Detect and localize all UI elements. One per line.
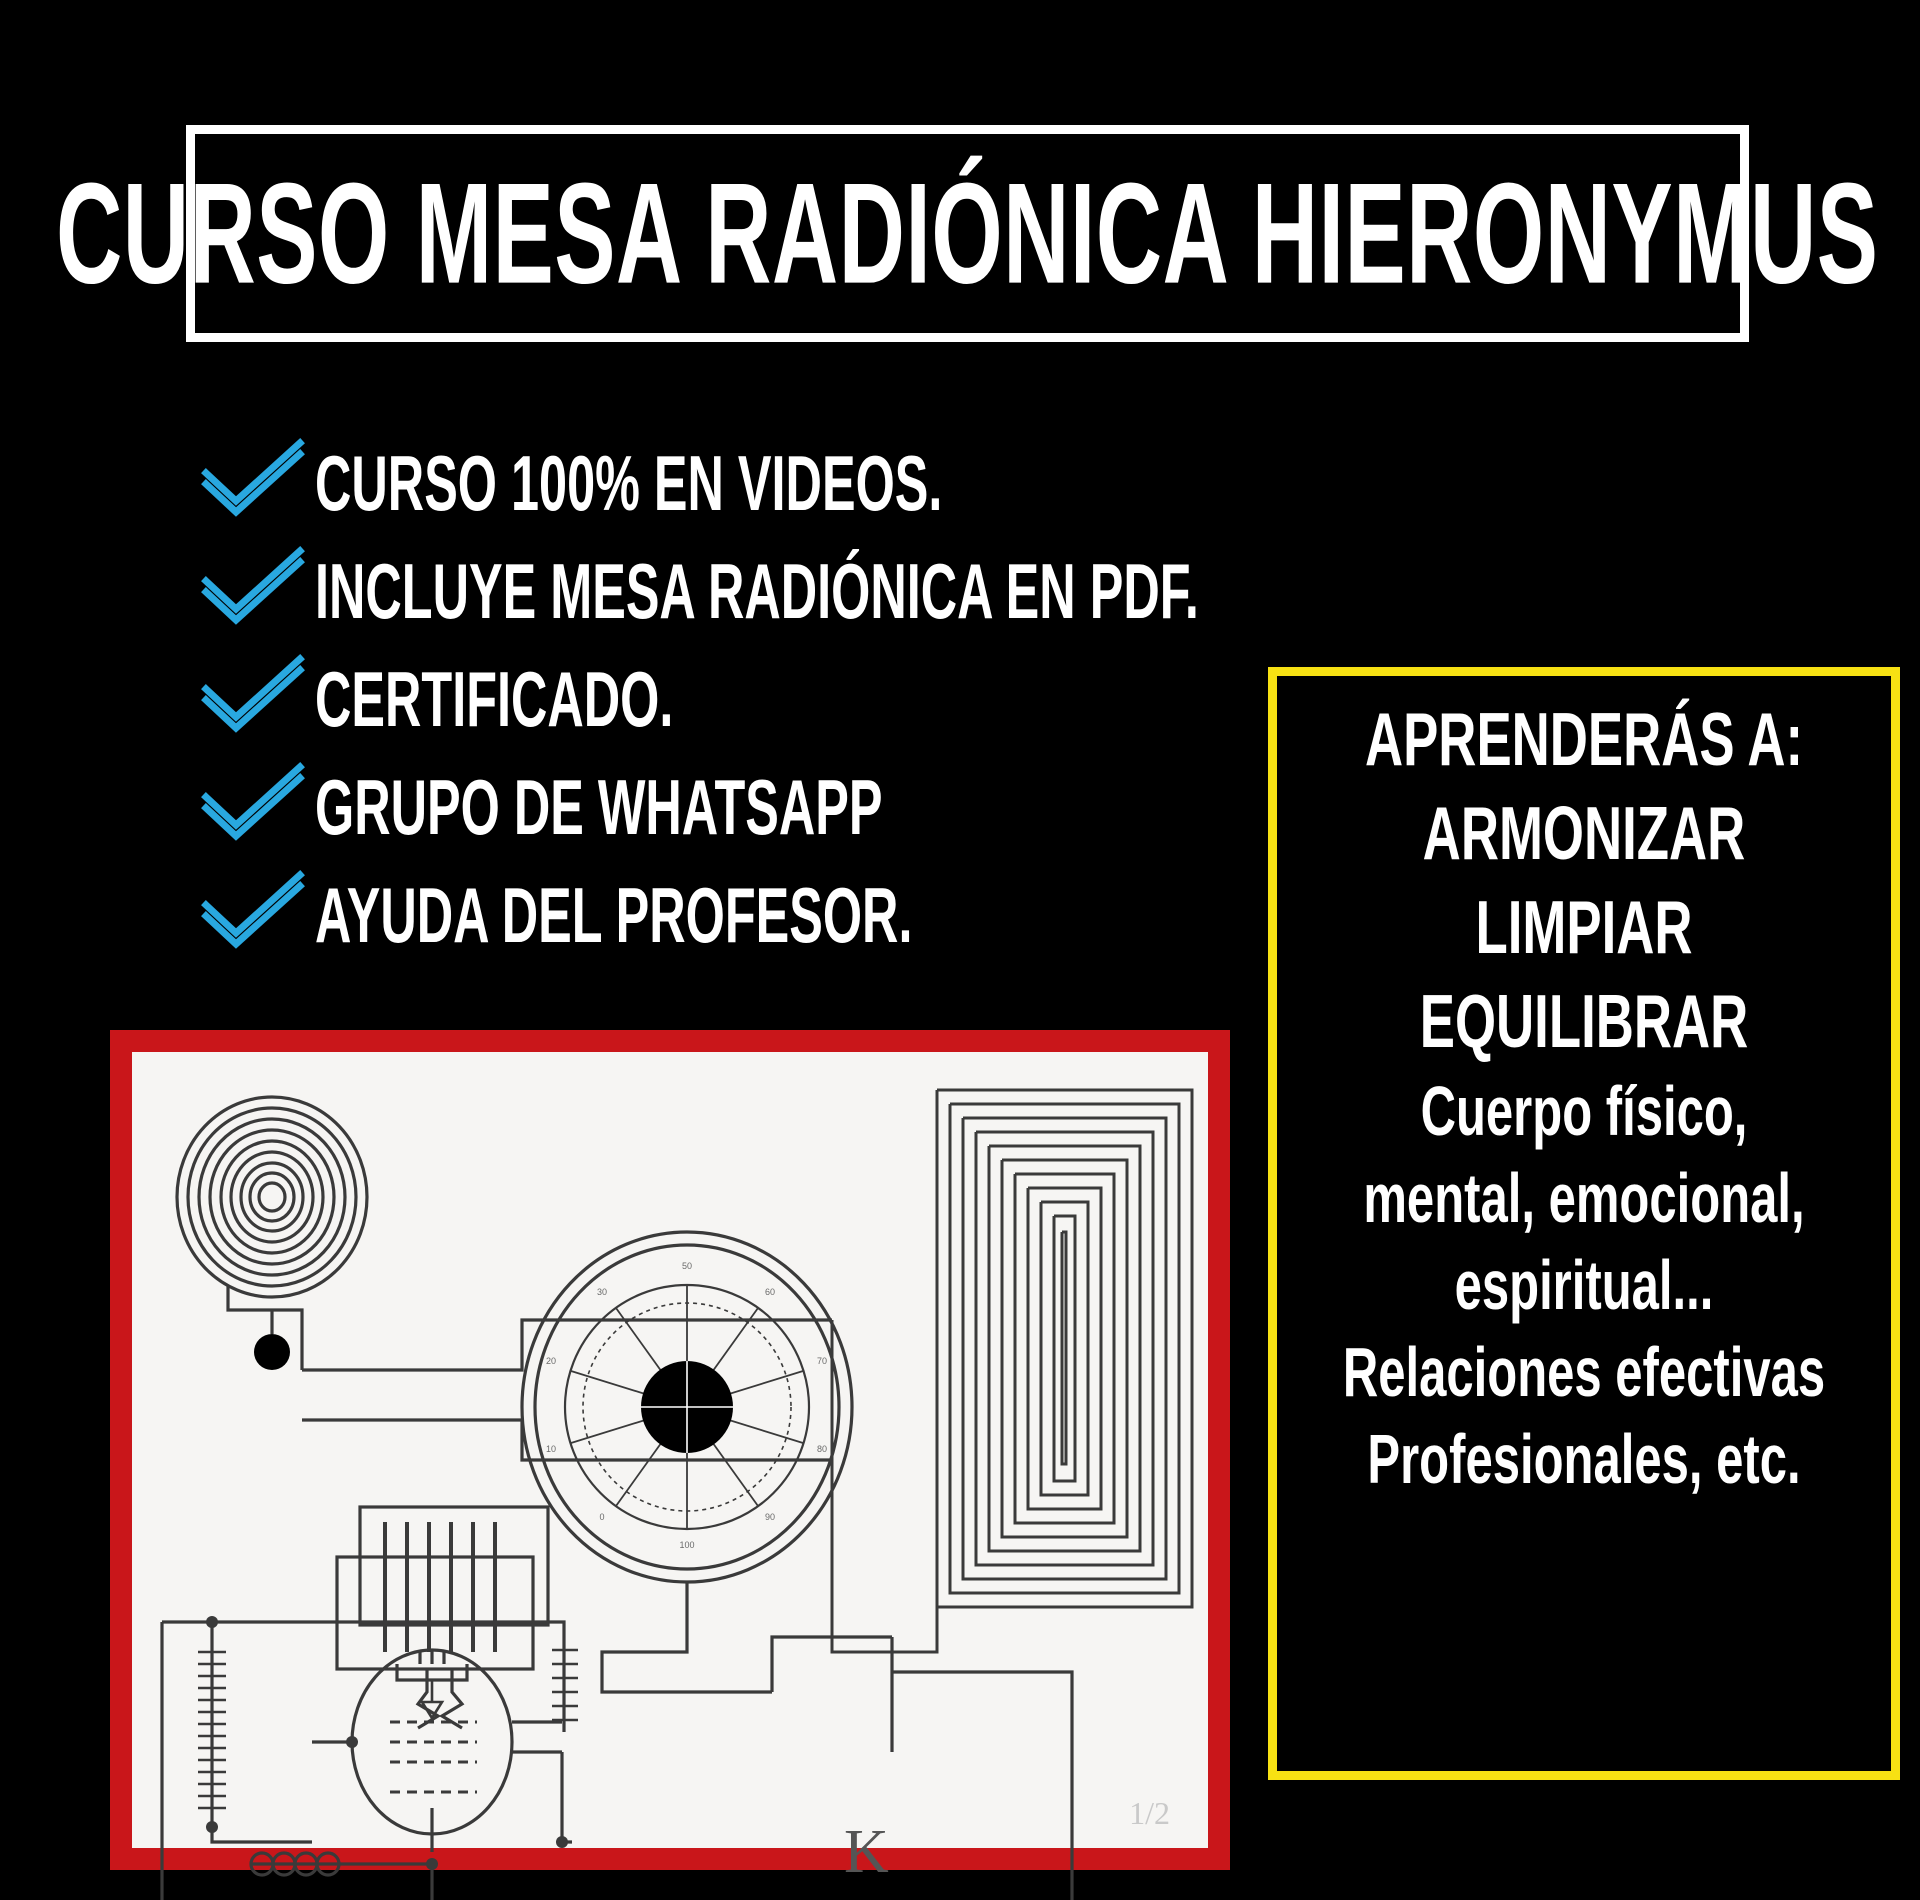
terminal-dot bbox=[254, 1334, 290, 1370]
learn-box-mixed-line: Profesionales, etc. bbox=[1367, 1420, 1801, 1499]
learn-box-mixed-line: Relaciones efectivas bbox=[1342, 1333, 1826, 1412]
learn-box-mixed-line: mental, emocional, bbox=[1363, 1159, 1805, 1238]
vacuum-tube-icon bbox=[312, 1650, 562, 1852]
list-item bbox=[200, 430, 1320, 538]
title-frame-inner bbox=[56, 142, 1879, 325]
list-item-label: GRUPO DE WHATSAPP bbox=[315, 763, 883, 851]
learn-box-caps-line: ARMONIZAR bbox=[1422, 791, 1746, 876]
rectangular-spiral-icon bbox=[832, 1090, 1192, 1652]
solenoid-icon bbox=[251, 1853, 438, 1875]
svg-text:70: 70 bbox=[816, 1356, 828, 1366]
list-item bbox=[200, 862, 1320, 970]
learn-box-mixed-line: espiritual... bbox=[1454, 1246, 1714, 1325]
feature-checklist bbox=[200, 430, 1320, 970]
list-item bbox=[200, 754, 1320, 862]
inductor-icon bbox=[432, 1622, 578, 1732]
list-item-label: INCLUYE MESA RADIÓNICA EN PDF. bbox=[315, 547, 1199, 635]
list-item-label: CURSO 100% EN VIDEOS. bbox=[315, 439, 943, 527]
list-item bbox=[200, 646, 1320, 754]
capacitor-block-icon bbox=[337, 1507, 548, 1728]
svg-text:30: 30 bbox=[596, 1287, 608, 1297]
check-icon bbox=[200, 448, 315, 520]
learn-box-mixed-line: Cuerpo físico, bbox=[1420, 1072, 1748, 1151]
radionic-dial-icon bbox=[522, 1232, 852, 1582]
check-icon bbox=[200, 772, 315, 844]
page-title: CURSO MESA RADIÓNICA HIERONYMUS bbox=[56, 152, 1879, 313]
list-item bbox=[200, 538, 1320, 646]
svg-text:10: 10 bbox=[545, 1444, 557, 1454]
learn-box bbox=[1268, 667, 1900, 1780]
check-icon bbox=[200, 880, 315, 952]
list-item-label: CERTIFICADO. bbox=[315, 655, 674, 743]
svg-text:90: 90 bbox=[764, 1512, 776, 1522]
radionics-diagram bbox=[132, 1052, 1208, 1886]
title-frame bbox=[56, 125, 1879, 342]
svg-text:60: 60 bbox=[764, 1287, 776, 1297]
svg-text:100: 100 bbox=[679, 1540, 695, 1550]
svg-text:0: 0 bbox=[599, 1512, 605, 1522]
svg-text:80: 80 bbox=[816, 1444, 828, 1454]
svg-text:50: 50 bbox=[681, 1261, 693, 1271]
resistor-coil-icon bbox=[198, 1616, 432, 1842]
radionics-schematic-svg bbox=[132, 1052, 1208, 1886]
learn-box-caps-line: LIMPIAR bbox=[1475, 885, 1693, 970]
page-mark: 1/2 bbox=[1129, 1795, 1170, 1831]
learn-box-caps-line: EQUILIBRAR bbox=[1419, 979, 1749, 1064]
check-icon bbox=[200, 556, 315, 628]
tube-label: K bbox=[844, 1818, 889, 1886]
learn-box-heading: APRENDERÁS A: bbox=[1364, 697, 1804, 782]
check-icon bbox=[200, 664, 315, 736]
radionics-diagram-panel bbox=[110, 1030, 1230, 1886]
svg-text:20: 20 bbox=[545, 1356, 557, 1366]
list-item-label: AYUDA DEL PROFESOR. bbox=[315, 871, 913, 959]
